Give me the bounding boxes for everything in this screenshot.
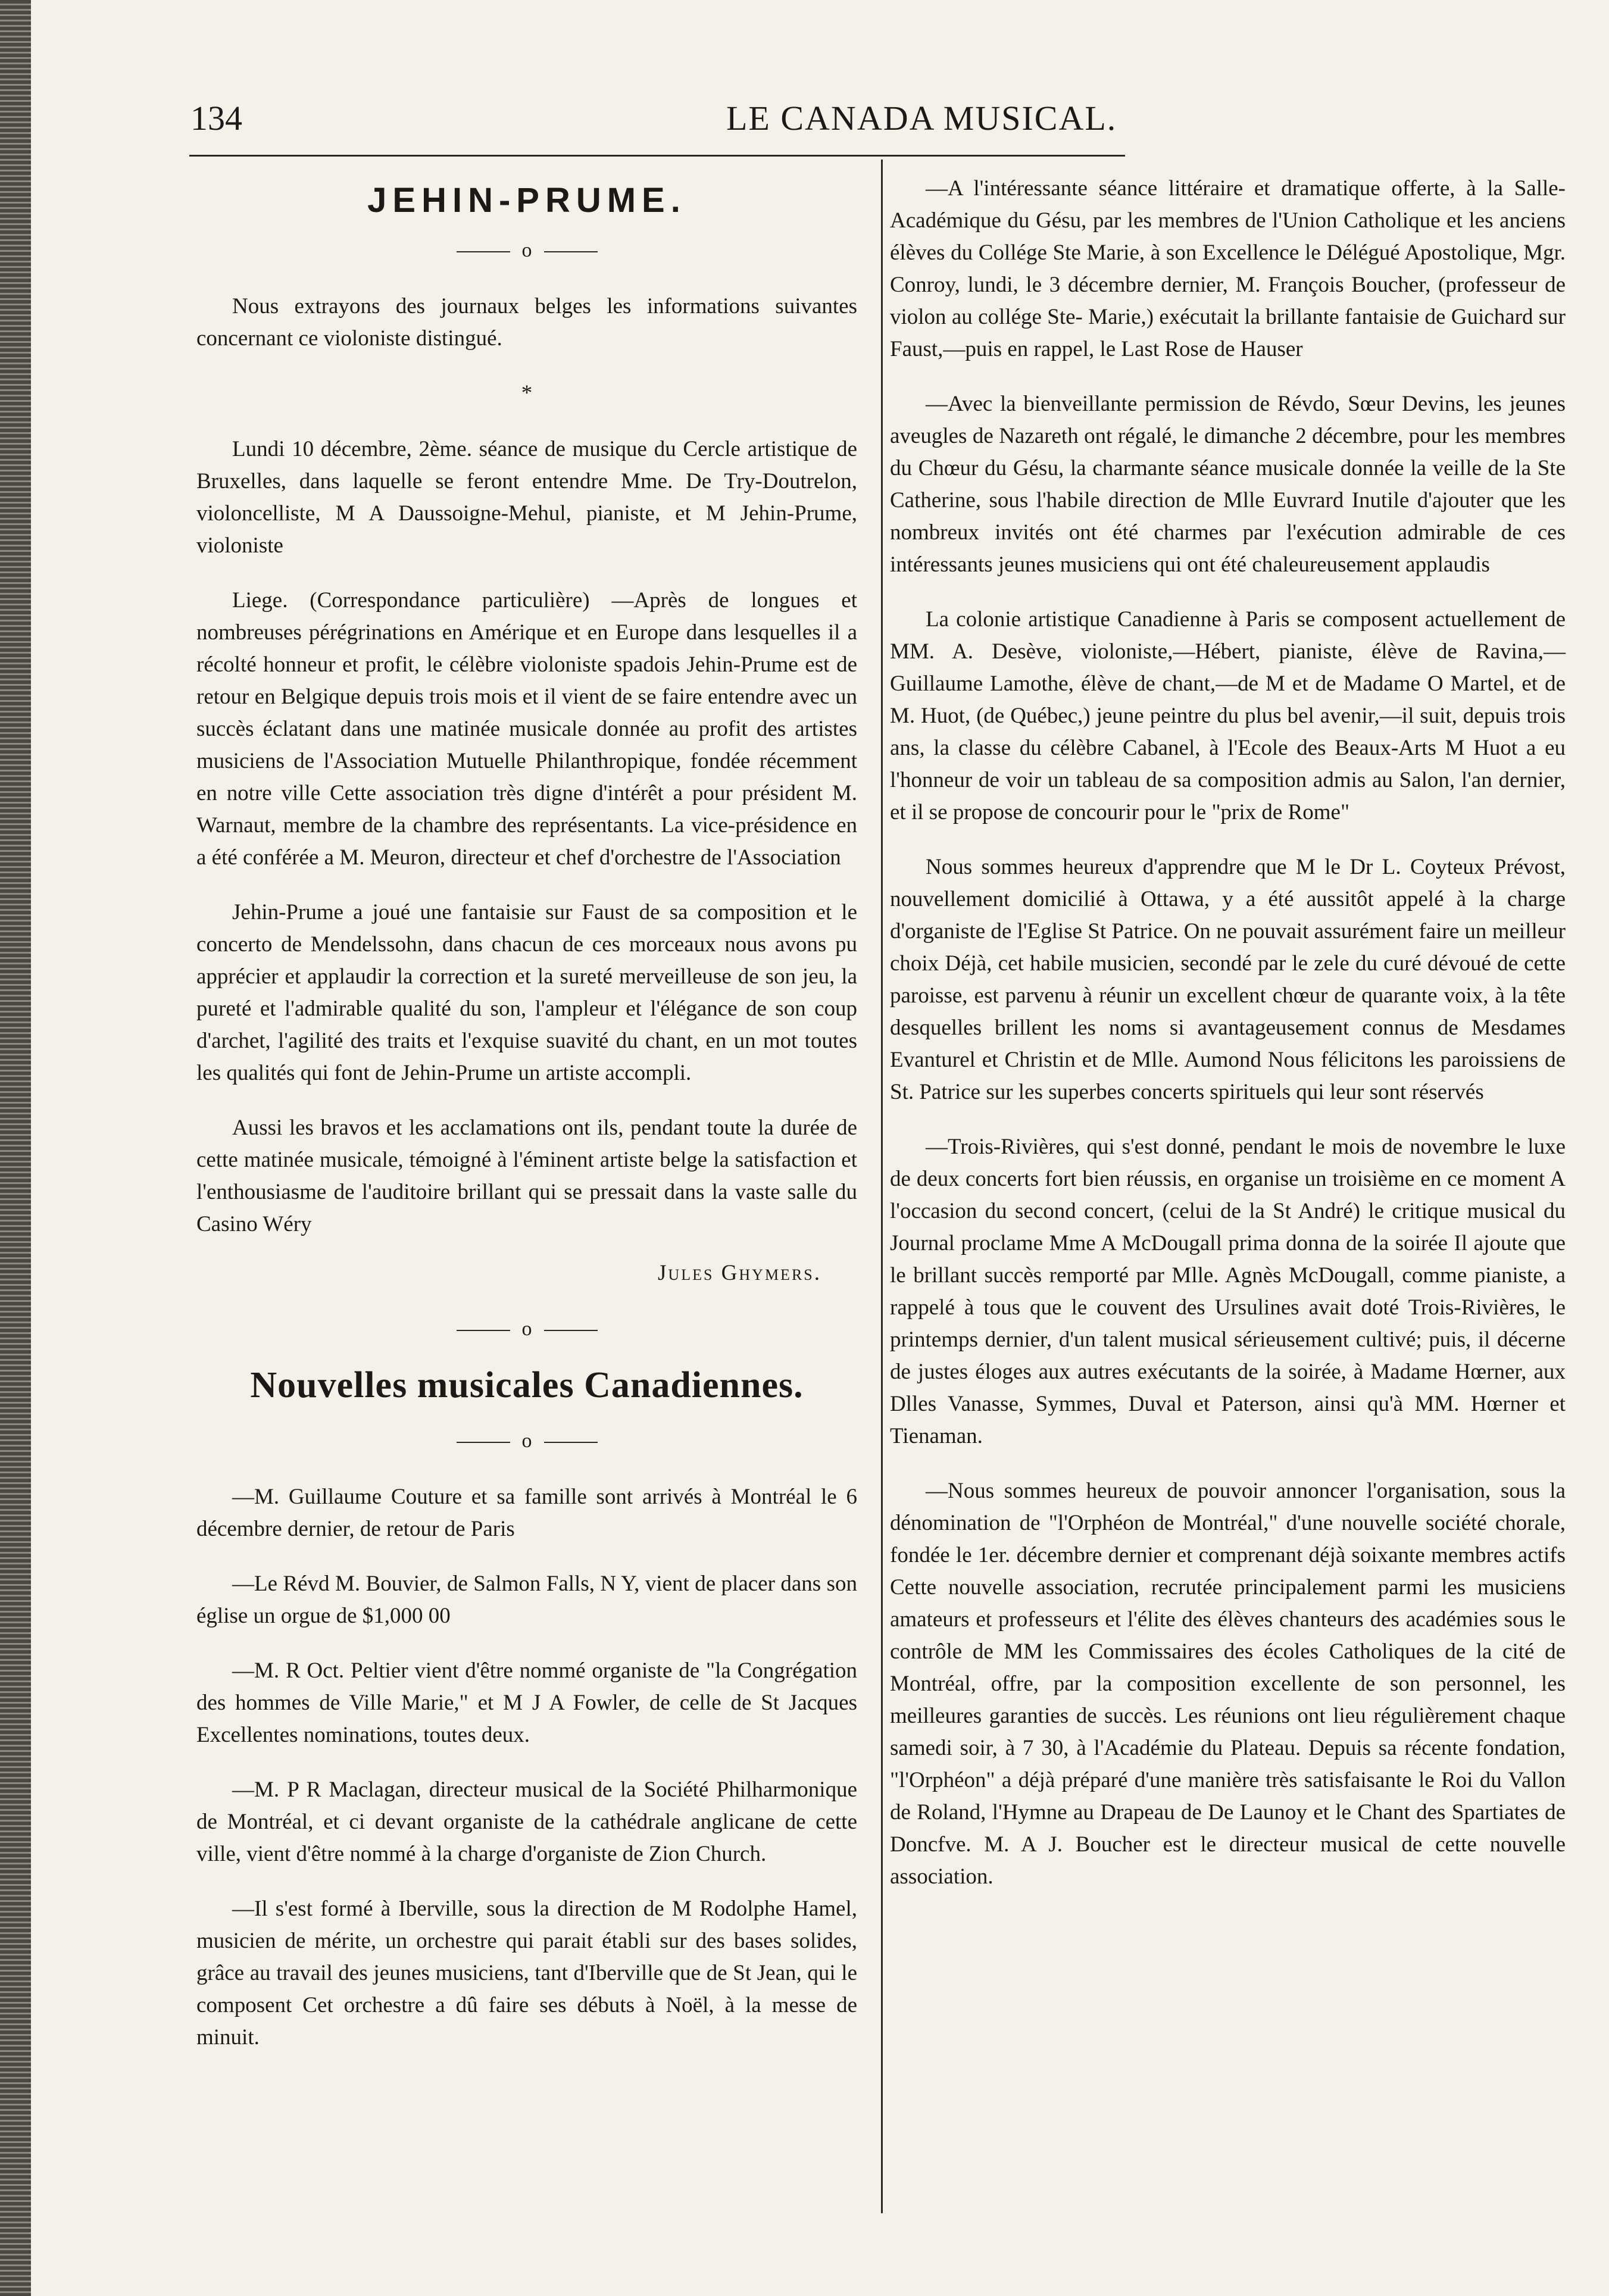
signature: Jules Ghymers. — [658, 1261, 821, 1285]
right-column — [890, 173, 1566, 1916]
news-item: —M. P R Maclagan, directeur musical de la Société Philharmonique de Montréal, et ci devant organiste de la cathédrale anglicane de cette ville, vient d'être nommé à la charge d'organiste de Zion Church. — [196, 1778, 857, 1866]
news-item: —Nous sommes heureux de pouvoir annoncer l'organisation, sous la dénomination de "l'Orphéon de Montréal," d'une nouvelle société chorale, fondée le 1er. décembre dernier et comprenant déjà soixante membres actifs Cette nouvelle association, recrutée principalement parmi les musiciens amateurs et professeurs et l'élite des élèves chanteurs des académies sous le contrôle de MM les Commissaires des écoles Catholiques de la cité de Montréal, offre, par la composition excellente de son personnel, les meilleures garanties de succès. Les réunions ont lieu régulièrement chaque samedi soir, à 7 30, à l'Académie du Plateau. Depuis sa récente fondation, "l'Orphéon" a déjà préparé d'une manière très satisfaisante le Roi du Vallon de Roland, l'Hymne au Drapeau de De Launoy et le Chant des Spartiates de Doncfve. M. A J. Boucher est le directeur musical de cette nouvelle association. — [890, 1479, 1566, 1889]
news-item: —M. Guillaume Couture et sa famille sont arrivés à Montréal le 6 décembre dernier, de retour de Paris — [196, 1485, 857, 1541]
news-item: —Avec la bienveillante permission de Révdo, Sœur Devins, les jeunes aveugles de Nazareth ont régalé, le dimanche 2 décembre, pour les membres du Chœur du Gésu, la charmante séance musicale donnée la veille de la Ste Catherine, sous l'habile direction de Mlle Euvrard Inutile d'ajouter que les nombreux invités ont été charmes par l'exécution admirable de ces intéressants jeunes musiciens qui ont été chaleureusement applaudis — [890, 392, 1566, 577]
page-header — [190, 92, 1119, 140]
news-item: —A l'intéressante séance littéraire et dramatique offerte, à la Salle-Académique du Gésu, par les membres de l'Union Catholique et les anciens élèves du Collége Ste Marie, à son Excellence le Délégué Apostolique, Mgr. Conroy, lundi, le 3 décembre dernier, M. François Boucher, (professeur de violon au collége Ste- Marie,) exécutait la brillante fantaisie de Guichard sur Faust,—puis en rappel, le Last Rose de Hauser — [890, 176, 1566, 361]
page-number: 134 — [190, 99, 242, 138]
book-binding-edge — [0, 0, 31, 2296]
separator: o — [196, 1313, 857, 1345]
intro-paragraph: Nous extrayons des journaux belges les informations suivantes concernant ce violoniste distingué. — [196, 294, 857, 351]
news-item: Nous sommes heureux d'apprendre que M le Dr L. Coyteux Prévost, nouvellement domicilié à Ottawa, y a été aussitôt appelé à la charge d'organiste de l'Eglise St Patrice. On ne pouvait assurément faire un meilleur choix Déjà, cet habile musicien, secondé par le zele du curé dévoué de cette paroisse, est parvenu à réunir un excellent chœur de quarante voix, à la tête desquelles brillent les noms si avantageusement connus de Mesdames Evanturel et Christin et de Mlle. Aumond Nous félicitons les paroissiens de St. Patrice sur les superbes concerts spirituels qui leur sont réservés — [890, 855, 1566, 1104]
paragraph: Jehin-Prume a joué une fantaisie sur Faust de sa composition et le concerto de Mendelssohn, dans chacun de ces morceaux nous avons pu apprécier et applaudir la correction et la sureté merveilleuse de son jeu, la pureté et l'admirable qualité du son, l'ampleur et l'élégance de son coup d'archet, l'agilité des traits et l'exquise suavité du chant, en un mot toutes les qualités qui font de Jehin-Prume un artiste accompli. — [196, 900, 857, 1085]
separator: o — [196, 1425, 857, 1457]
asterisk-separator: * — [521, 381, 533, 405]
news-item: —Trois-Rivières, qui s'est donné, pendant le mois de novembre le luxe de deux concerts fort bien réussis, en organise un troisième en ce moment A l'occasion du second concert, (celui de la St André) le critique musical du Journal proclame Mme A McDougall prima donna de la soirée Il ajoute que le brillant succès remporté par Mlle. Agnès McDougall, comme pianiste, a rappelé à tous que le couvent des Ursulines avait doté Trois-Rivières, le printemps dernier, d'un talent musical sérieusement cultivé; puis, il décerne de justes éloges aux autres exécutants de la soirée, à Madame Hœrner, aux Dlles Vanasse, Symmes, Duval et Paterson, ainsi qu'à MM. Hœrner et Tienaman. — [890, 1135, 1566, 1448]
article-title-jehin-prume: JEHIN-PRUME. — [367, 181, 686, 220]
running-title: LE CANADA MUSICAL. — [726, 99, 1117, 138]
paragraph: Aussi les bravos et les acclamations ont ils, pendant toute la durée de cette matinée musicale, témoigné à l'éminent artiste belge la satisfaction et l'enthousiasme de l'auditoire brillant qui se pressait dans la vaste salle du Casino Wéry — [196, 1116, 857, 1236]
header-rule — [189, 155, 1125, 157]
news-item: —M. R Oct. Peltier vient d'être nommé organiste de "la Congrégation des hommes de Ville Marie," et M J A Fowler, de celle de St Jacques Excellentes nominations, toutes deux. — [196, 1658, 857, 1747]
news-item: —Il s'est formé à Iberville, sous la direction de M Rodolphe Hamel, musicien de mérite, un orchestre qui parait établi sur des bases solides, grâce au travail des jeunes musiciens, tant d'Iberville que de St Jean, qui le composent Cet orchestre a dû faire ses débuts à Noël, à la messe de minuit. — [196, 1897, 857, 2050]
paragraph: Liege. (Correspondance particulière) —Après de longues et nombreuses pérégrinations en Amérique et en Europe dans lesquelles il a récolté honneur et profit, le célèbre violoniste spadois Jehin-Prume est de retour en Belgique depuis trois mois et il vient de se faire entendre avec un succès éclatant dans une matinée musicale donnée au profit des artistes musiciens de l'Association Mutuelle Philanthropique, fondée récemment en notre ville Cette association très digne d'intérêt a pour président M. Warnaut, membre de la chambre des représentants. La vice-présidence en a été conférée a M. Meuron, directeur et chef d'orchestre de l'Association — [196, 588, 857, 870]
news-item: La colonie artistique Canadienne à Paris se composent actuellement de MM. A. Desève, violoniste,—Hébert, pianiste, élève de Ravina,—Guillaume Lamothe, élève de chant,—de M et de Madame O Martel, et de M. Huot, (de Québec,) jeune peintre du plus bel avenir,—il suit, depuis trois ans, la classe du célèbre Cabanel, à l'Ecole des Beaux-Arts M Huot a eu l'honneur de voir un tableau de sa composition admis au Salon, l'an dernier, et il se propose de concourir pour le "prix de Rome" — [890, 607, 1566, 824]
separator: o — [196, 235, 857, 267]
news-item: —Le Révd M. Bouvier, de Salmon Falls, N Y, vient de placer dans son église un orgue de $1,000 00 — [196, 1572, 857, 1628]
left-column — [196, 173, 857, 2076]
column-divider — [881, 160, 883, 2213]
section-title-nouvelles: Nouvelles musicales Canadiennes. — [250, 1365, 804, 1405]
paragraph: Lundi 10 décembre, 2ème. séance de musique du Cercle artistique de Bruxelles, dans laquelle se feront entendre Mme. De Try-Doutrelon, violoncelliste, M A Daussoigne-Mehul, pianiste, et M Jehin-Prume, violoniste — [196, 437, 857, 558]
